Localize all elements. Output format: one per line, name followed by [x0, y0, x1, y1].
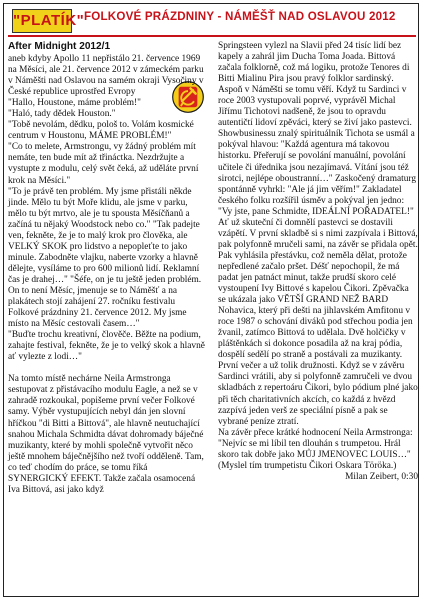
article-paragraph: "Hallo, Houstone, máme problém!" [8, 98, 141, 109]
article-column-left [8, 41, 206, 496]
header-divider [8, 35, 416, 37]
article-title: After Midnight 2012/1 [8, 41, 111, 52]
article-paragraph: "To je právě ten problém. My jsme přistáli někde jinde. Mělo tu být Moře klidu, ale jsme v parku, mělo tu být mrtvo, ale je tu spousta Měsíčňanů a začíná tu nějaký Woodstock nebo co." "Tak padejte ven, fekněte, že je to malý krok pro člověka, ale VELKÝ SKOK pro lidstvo a nepopleťte to jako minule. Zabodněte vlajku, naberte vzorky a hlavně dělejte, vysíláme to pro 600 milionů lidí. Reklamní čas je drahej…" "Šéfe, on je tu ještě jeden problém. On to není Měsíc, jmenuje se to Náměšť a na plakátech stojí zahájení 27. ročníku festivalu Folkové prázdniny 21. července 2012. My jsme místo na Měsíc cestovali časem…" [8, 186, 202, 330]
article-column-right [218, 41, 418, 483]
festival-masthead-title: FOLKOVÉ PRÁZDNINY - NÁMĚŠŤ NAD OSLAVOU 2012 [84, 10, 396, 23]
article-paragraph: Na tomto místě nechárne Neila Armstronga sestupovat z přistávacího modulu Eagle, a než se v zahradě rozkoukal, popišeme první večer Folkové samy. Výběr vystupujících nebyl dán jen slovní hříčkou "di Bitti a Bittová", ale hlavně neutuchající snahou Michala Schmidta dávat dohromady báječné muzikanty, které by mohli společně vytvořit něco ještě mnohem báječnějšího než tvoří odděleně. Tam, co teď chodím do práce, se tomu říká SYNERGICKÝ EFEKT. Takže začala osamocená Iva Bittová, asi jako když [8, 374, 204, 495]
article-paragraph: "Tobě nevolám, dědku, pološ to. Volám kosmické centrum v Houstonu, MÁME PROBLÉM!" [8, 120, 194, 142]
article-paragraph: aneb kdyby Apollo 11 nepřistálo 21. července 1969 na Měsíci, ale 21. července 2012 v zámeckém parku v Náměšti nad Oslavou na samém okraji Vysočiny v České republice uprostřed Evropy [8, 54, 204, 98]
article-paragraph: "Buďte trochu kreativní, člověče. Běžte na podium, zahajte festival, fekněte, že je to velký skok a hlavně ať vylezte z lodi…" [8, 330, 205, 363]
article-paragraph: "Co to melete, Armstrongu, vy žádný problém mít nemáte, ten bude mít až třináctka. Nezdržujte a vystupte z modulu, celý svět čeká, až uděláte první krok na Měsíci." [8, 142, 199, 186]
article-paragraph: Na závěr přece krátké hodnocení Neila Armstronga: "Nejvíc se mi líbil ten dlouhán s trumpetou. Hrál skoro tak dobře jako MŮJ JMENOVEC LOUIS…" (Myslel tím trumpetistu Čikori Oskara Töröka.) [218, 427, 413, 471]
article-paragraph: Springsteen vylezl na Slavii před 24 tisíc lidí bez kapely a zahrál jim Ducha Toma Joada. Bittová začala folklorně, což má logiku, protože Tenores di Bitti Mialinu Pira jsou pravý folklor sardinský. Aspoň v Náměšti se tomu věří. Když tu Sardinci v roce 2003 vystupovali poprvé, vyprávěl Michal Jiřímu Tichotovi nadšeně, že jsou to opravdu autentičtí lidoví zpěváci, který se živí jako pastevci. Showbusinessu znalý spirituálník Tichota se usmál a pokýval hlavou: "Každá agentura má takovou historku. Přeřerují se povolání manuální, povolání učitele či úřednika jsou nezajímavá. Vítání jsou též sirotci, nejlépe oboustranní…" Zaskočený dramaturg spontánně vyhrkl: "Ale já jim věřím!" Zakladatel českého folku rozšířil úsměv a pokýval jen jedno: "Vy jste, pane Schmidte, IDEÁLNÍ POŘADATEL!" Ať už skuteční či domnělí pastevci se dostavili vzápětí. V první skladbě si s nimi zazpívala i Bittová, pak polyfonně mručeli sami, na závěr se přidala opět. Pak vyhlásila přestávku, což neměla dělat, protože nepředlené začalo pršet. Déšť nepochopil, že má padat jen patnáct minut, takže prudší skoro celé vystoupení Ivy Bittové s kapelou Čikori. Zpěvačka se ukázala jako VĚTŠÍ GRAND NEŽ BARD Nohavica, který při dešti na jihlavském Amfitonu v roce 1987 o schování diváků pod střechou podia jen žvanil, zatímco Bittová to udělala. Dvě holčičky v pláštěnkách si dokonce posadila až na kraj pódia, dospělí sedělí po straně a postávali za muzikanty. První večer a už tolik družnosti. Když se v závěru Sardinci vrátili, aby si polyfonně zamručeli ve dvou skladbách z repertoáru Čikori, bylo pódium plné jako při těch charitativních akcích, co každá z hvězd zazpívá jeden verš ze speciální písně a pak se vybrané peníze ztratí. [218, 41, 418, 427]
newsletter-logo: "PLATÍK" [12, 9, 72, 33]
article-paragraph: "Haló, tady dědek Houston." [8, 109, 116, 120]
author-signature: Milan Zeibert, 0:30 [345, 471, 418, 482]
